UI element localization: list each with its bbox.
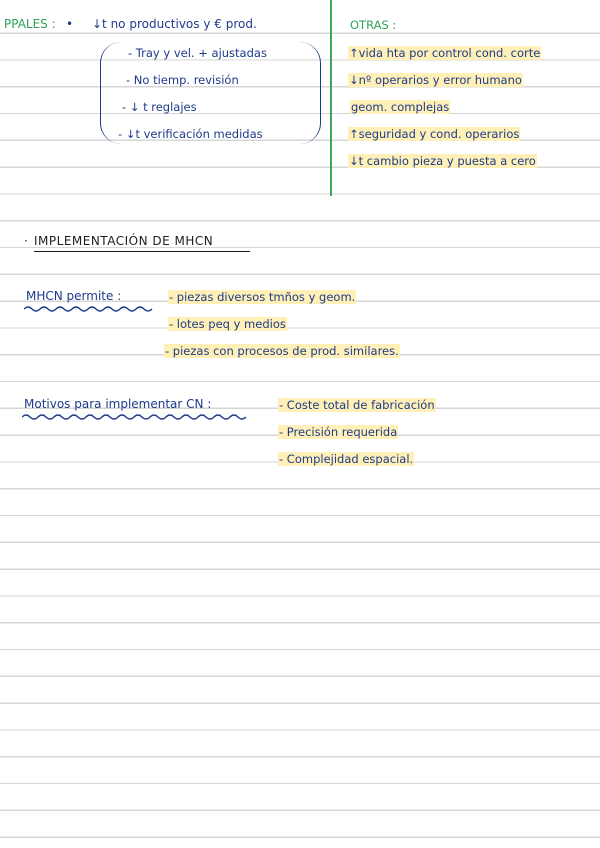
otras-item: geom. complejas	[351, 100, 450, 114]
mhcn-item: - piezas diversos tmños y geom.	[169, 290, 356, 304]
ppales-item: - Tray y vel. + ajustadas	[128, 46, 267, 60]
otras-item: ↑vida hta por control cond. corte	[349, 46, 541, 60]
mhcn-label: MHCN permite :	[26, 289, 122, 303]
right-parenthesis	[300, 42, 321, 144]
arrow-down-icon: ↓	[349, 73, 359, 87]
ppales-main-text: ↓t no productivos y € prod.	[92, 17, 257, 31]
otras-item: ↓nº operarios y error humano	[349, 73, 522, 87]
motivos-label: Motivos para implementar CN :	[24, 397, 212, 411]
ppales-label: PPALES :	[4, 17, 56, 31]
squiggle-underline	[22, 413, 254, 421]
column-divider	[330, 0, 332, 196]
ppales-item: - ↓ t reglajes	[122, 100, 197, 114]
ppales-item: - No tiemp. revisión	[126, 73, 239, 87]
title-underline	[34, 251, 250, 252]
section-bullet: ·	[24, 234, 28, 248]
squiggle-underline	[24, 305, 156, 313]
ppales-item: - ↓t verificación medidas	[118, 127, 263, 141]
ppales-bullet: •	[66, 17, 74, 31]
arrow-up-icon: ↑	[349, 127, 359, 141]
motivos-item: - Coste total de fabricación	[279, 398, 435, 412]
mhcn-item: - lotes peq y medios	[169, 317, 286, 331]
section-title: IMPLEMENTACIÓN DE MHCN	[34, 234, 214, 248]
otras-label: OTRAS :	[350, 18, 397, 32]
motivos-item: - Complejidad espacial.	[279, 452, 414, 466]
otras-item: ↓t cambio pieza y puesta a cero	[349, 154, 536, 168]
mhcn-item: - piezas con procesos de prod. similares.	[165, 344, 399, 358]
motivos-item: - Precisión requerida	[279, 425, 398, 439]
otras-item: ↑seguridad y cond. operarios	[349, 127, 520, 141]
arrow-down-icon: ↓	[349, 154, 359, 168]
arrow-up-icon: ↑	[349, 46, 359, 60]
